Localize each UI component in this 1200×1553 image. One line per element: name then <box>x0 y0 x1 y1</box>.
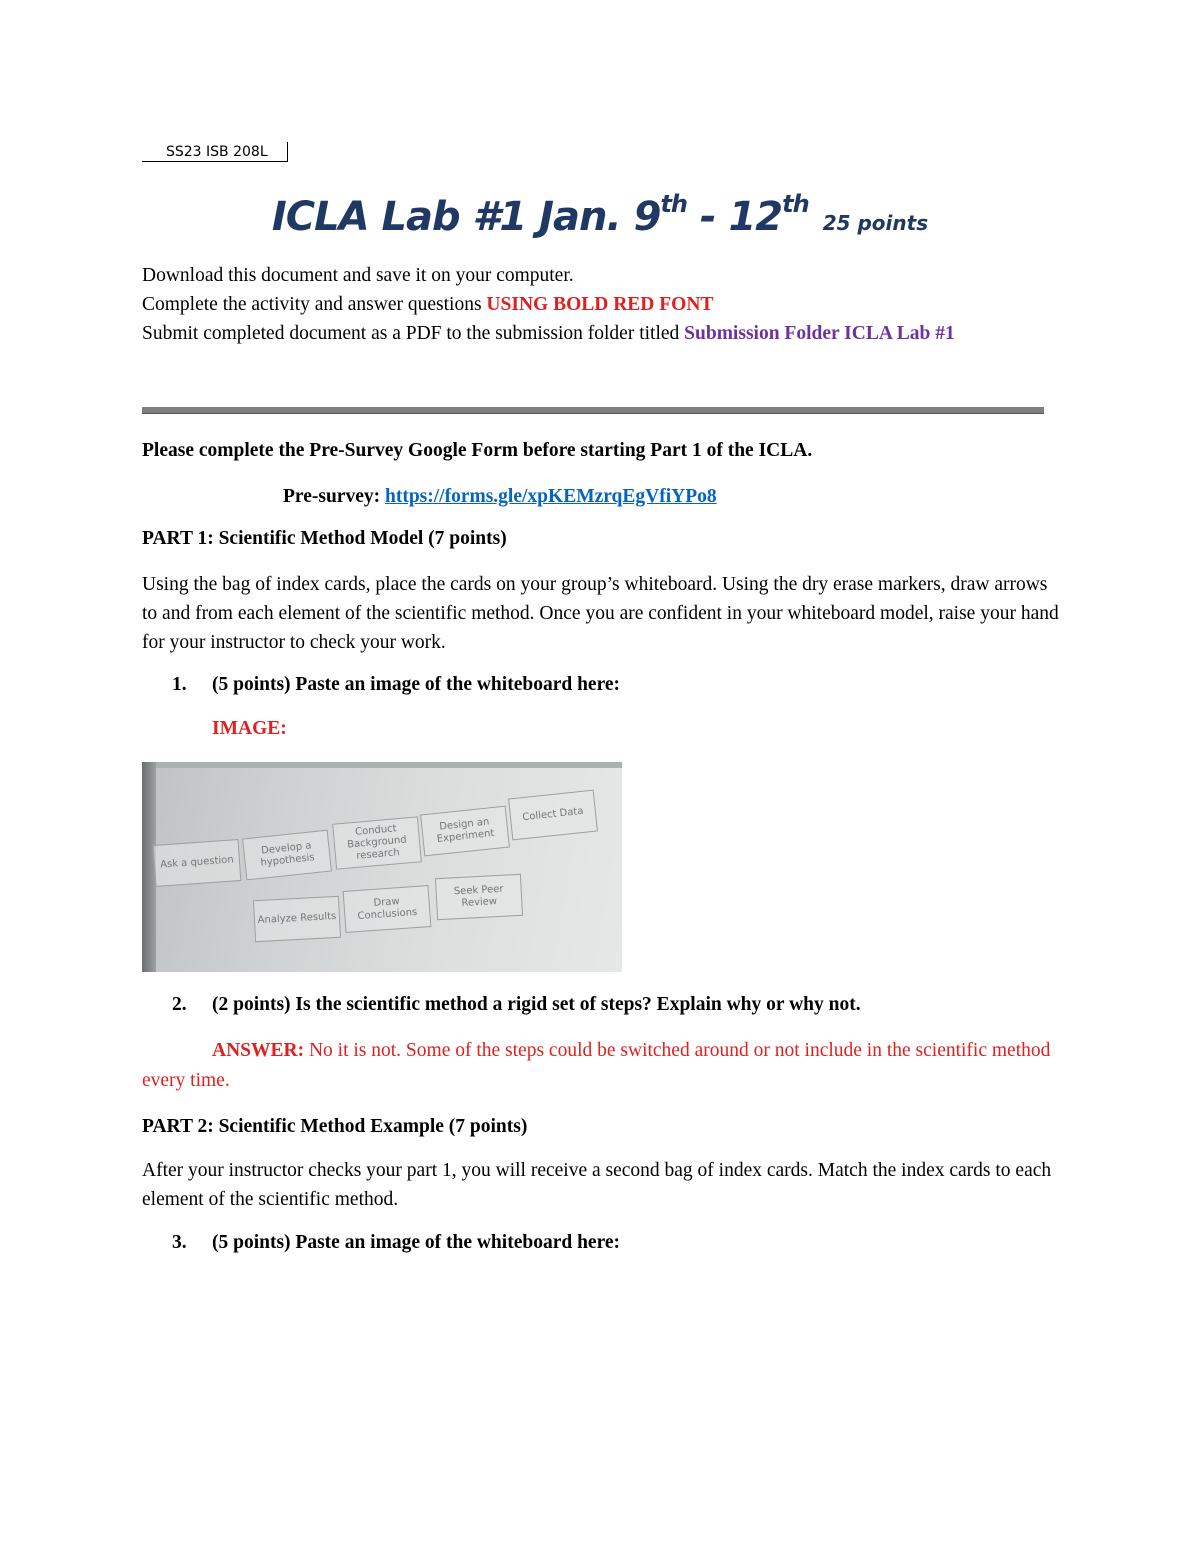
intro-line-3 <box>142 319 1062 348</box>
intro-line-2-emphasis: USING BOLD RED FONT <box>486 294 714 315</box>
answer-text: No it is not. Some of the steps could be switched around or not include in the scientific method every time. <box>142 1040 1051 1091</box>
part2-heading: PART 2: Scientific Method Example (7 points) <box>142 1116 528 1137</box>
card-draw-conclusions: Draw Conclusions <box>343 885 432 933</box>
question-2-text: (2 points) Is the scientific method a rigid set of steps? Explain why or why not. <box>212 994 861 1015</box>
intro-instructions <box>142 261 1062 348</box>
answer-label: ANSWER: <box>212 1040 305 1061</box>
question-3-number: 3. <box>172 1232 187 1253</box>
intro-line-2 <box>142 290 1062 319</box>
submission-folder-name: Submission Folder ICLA Lab #1 <box>684 323 955 344</box>
title-sup-1: th <box>660 190 687 218</box>
question-3-text: (5 points) Paste an image of the whiteboard here: <box>212 1232 621 1253</box>
presurvey-line <box>283 482 983 511</box>
presurvey-label: Pre-survey: <box>283 486 385 507</box>
card-background-research: Conduct Background research <box>332 816 422 869</box>
card-collect-data: Collect Data <box>508 790 598 841</box>
card-peer-review: Seek Peer Review <box>435 874 523 920</box>
question-2-number: 2. <box>172 994 187 1015</box>
question-1-text: (5 points) Paste an image of the whiteboard here: <box>212 674 621 695</box>
part2-body: After your instructor checks your part 1, you will receive a second bag of index cards. Match the index cards to each element of the scientific method. <box>142 1160 1052 1210</box>
question-1-number: 1. <box>172 674 187 695</box>
title-middle: - 12 <box>687 194 783 240</box>
intro-line-3-text: Submit completed document as a PDF to the submission folder titled <box>142 323 685 344</box>
part1-heading: PART 1: Scientific Method Model (7 points) <box>142 528 507 549</box>
part1-body: Using the bag of index cards, place the cards on your group’s whiteboard. Using the dry erase markers, draw arrows to and from each element of the scientific method. Once you are confident in your whiteboard model, raise your hand for your instructor to check your work. <box>142 574 1059 653</box>
card-design-experiment: Design an Experiment <box>420 806 510 857</box>
title-main: ICLA Lab #1 Jan. 9 <box>271 194 661 240</box>
title-sup-2: th <box>782 190 809 218</box>
intro-line-2-text: Complete the activity and answer questions <box>142 294 487 315</box>
card-ask-question: Ask a question <box>153 839 242 887</box>
presurvey-instruction: Please complete the Pre-Survey Google Form before starting Part 1 of the ICLA. <box>142 440 813 461</box>
section-divider <box>142 407 1044 414</box>
intro-line-1: Download this document and save it on your computer. <box>142 265 574 286</box>
answer-block <box>142 1036 1072 1096</box>
whiteboard-frame-top <box>142 762 622 768</box>
image-label: IMAGE: <box>212 718 287 739</box>
whiteboard-photo <box>142 762 622 972</box>
course-code: SS23 ISB 208L <box>142 142 288 162</box>
document-title <box>0 190 1200 240</box>
presurvey-link[interactable]: https://forms.gle/xpKEMzrqEgVfiYPo8 <box>384 486 717 507</box>
title-points: 25 points <box>822 211 929 235</box>
card-develop-hypothesis: Develop a hypothesis <box>242 830 332 881</box>
card-analyze-results: Analyze Results <box>253 896 341 942</box>
